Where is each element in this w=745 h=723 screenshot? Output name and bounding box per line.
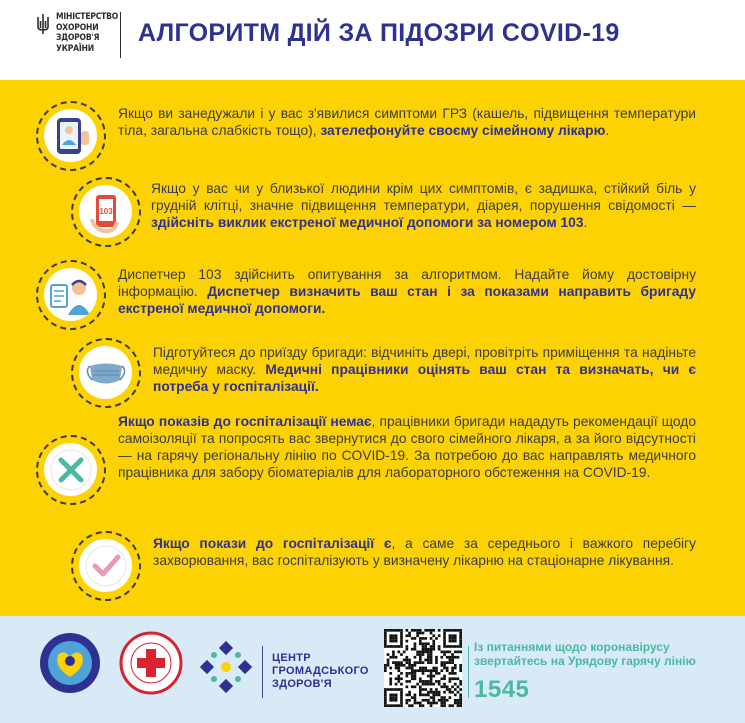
step-5-text: Якщо показів до госпіталізації немає, працівники бригади нададуть рекомендації щодо самоізоляції та попросять вас звернутися до свого сімейного лікаря, а за його відсутності — на гарячу регіональну лінію по COVID-19. За потребою до вас направлять медичного працівника для забору біоматеріалів для лабораторного обстеження на COVID-19. <box>118 414 696 480</box>
step-4-icon-ring <box>71 338 141 408</box>
step-1-icon-ring <box>36 101 106 171</box>
footer-divider <box>262 646 263 698</box>
step-3-text: Диспетчер 103 здійснить опитування за алгоритмом. Надайте йому достовірну інформацію. Диспетчер визначить ваш стан і за показами направить бригаду екстреної медичної допомоги. <box>118 267 696 316</box>
algorithm-panel <box>0 80 745 616</box>
cross-icon <box>47 446 95 494</box>
trident-icon <box>36 13 50 35</box>
hotline-text: Із питаннями щодо коронавірусу звертайтесь на Урядову гарячу лінію <box>474 640 696 668</box>
red-cross-logo <box>119 631 183 695</box>
phone-103-icon <box>83 189 129 235</box>
step-2-text: Якщо у вас чи у близької людини крім цих симптомів, є задишка, стійкий біль у грудній клітці, значне підвищення температури, діарея, порушення свідомості — здійсніть виклик екстреної медичної допомоги за номером 103. <box>151 181 696 230</box>
health-association-logo <box>38 631 102 695</box>
step-4-text: Підготуйтеся до приїзду бригади: відчиніть двері, провітріть приміщення та надіньте медичну маску. Медичні працівники оцінять ваш стан та визначать, чи є потреба у госпіталізації. <box>153 345 696 394</box>
checkmark-icon <box>82 542 130 590</box>
dispatcher-icon <box>47 271 95 319</box>
phone-doctor-icon <box>48 113 94 159</box>
step-5-icon-ring <box>36 435 106 505</box>
step-6-text: Якщо покази до госпіталізації є, а саме за середнього і важкого перебігу захворювання, вас госпіталізують у визначену лікарню на стаціонарне лікування. <box>153 536 696 568</box>
footer-divider-2 <box>468 646 469 698</box>
hotline-number[interactable]: 1545 <box>474 676 530 703</box>
ministry-logo <box>36 12 118 54</box>
header-divider <box>120 12 121 58</box>
qr-code[interactable] <box>384 629 462 707</box>
public-health-center-logo <box>200 641 252 693</box>
ministry-name: МІНІСТЕРСТВО ОХОРОНИ ЗДОРОВ'Я УКРАЇНИ <box>56 12 119 54</box>
header <box>0 0 745 80</box>
step-1-text: Якщо ви занедужали і у вас з'явилися симптоми ГРЗ (кашель, підвищення температури тіла, загальна слабкість тощо), зателефонуйте своєму сімейному лікарю. <box>118 106 696 138</box>
footer <box>0 616 745 723</box>
svg-text:103: 103 <box>98 206 113 216</box>
medical-mask-icon <box>82 349 130 397</box>
step-2-icon-ring <box>71 177 141 247</box>
step-6-icon-ring <box>71 531 141 601</box>
public-health-center-name: ЦЕНТР ГРОМАДСЬКОГО ЗДОРОВ'Я <box>272 652 369 690</box>
page-title: АЛГОРИТМ ДІЙ ЗА ПІДОЗРИ COVID-19 <box>138 19 620 47</box>
step-3-icon-ring <box>36 260 106 330</box>
